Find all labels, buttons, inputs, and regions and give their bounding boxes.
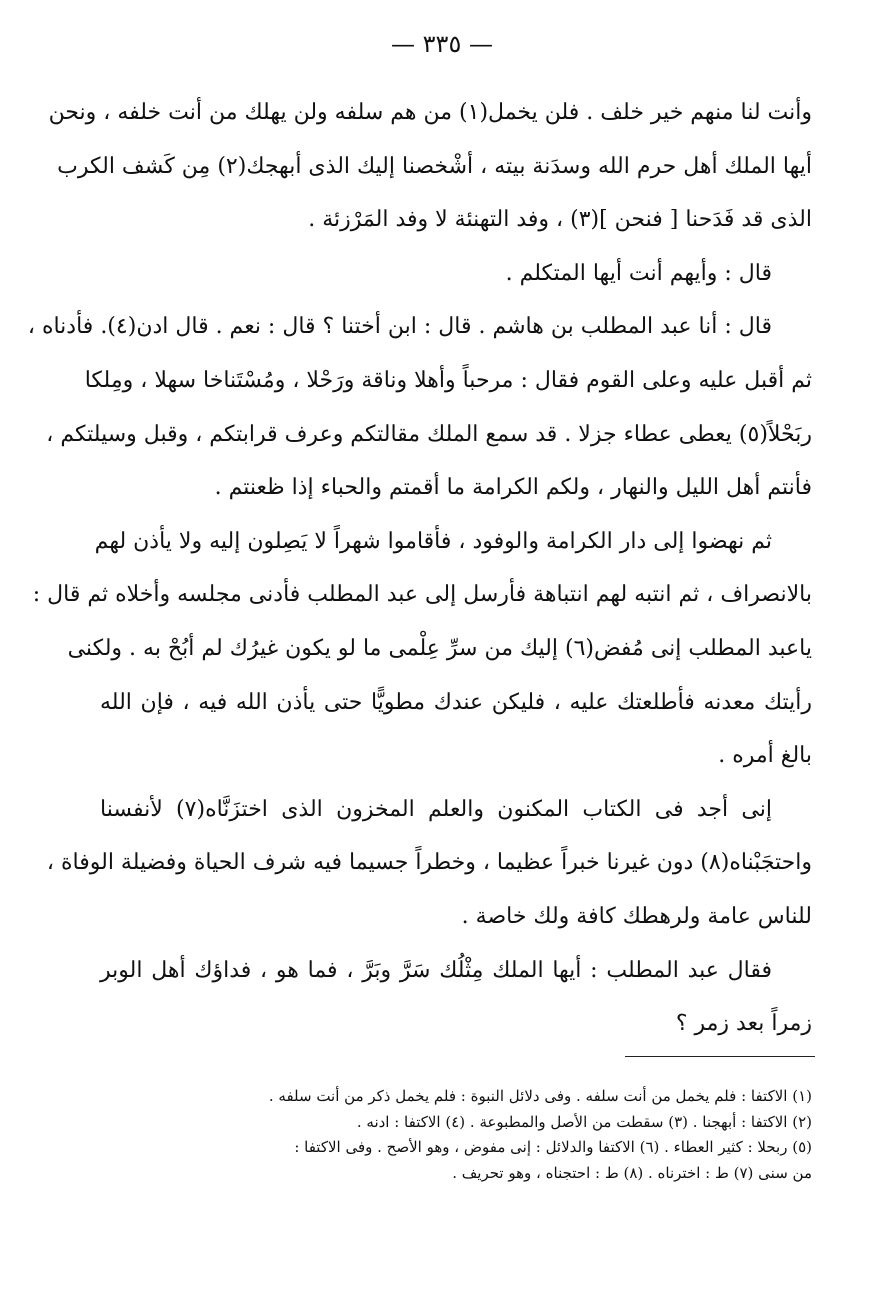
text-line: قال : وأيهم أنت أيها المتكلم . (505, 260, 772, 286)
text-line: إنى أجد فى الكتاب المكنون والعلم المخزون الذى اختزَنَّاه(٧) لأنفسنا (100, 796, 773, 822)
text-line: ربَحْلاً(٥) يعطى عطاء جزلا . قد سمع الملك مقالتكم وعرف قرابتكم ، وقبل وسيلتكم ، (46, 421, 812, 447)
footnote-line: (٢) الاكتفا : أبهجنا . (٣) سقطت من الأصل والمطبوعة . (٤) الاكتفا : ادنه . (356, 1112, 812, 1131)
page-number: — ٣٣٥ — (391, 30, 493, 58)
footnotes (70, 1084, 812, 1186)
text-line: قال : أنا عبد المطلب بن هاشم . قال : ابن أختنا ؟ قال : نعم . قال ادن(٤). فأدناه ، (27, 314, 772, 340)
footnote-line: (١) الاكتفا : فلم يخمل من أنت سلفه . وفى دلائل النبوة : فلم يخمل ذكر من أنت سلفه . (268, 1087, 812, 1105)
text-line: ثم نهضوا إلى دار الكرامة والوفود ، فأقاموا شهراً لا يَصِلون إليه ولا يأذن لهم (94, 528, 772, 554)
text-line: بالغ أمره . (718, 743, 812, 769)
text-line: الذى قد فَدَحنا [ فنحن ](٣) ، وفد التهنئة لا وفد المَرْزئة . (308, 207, 812, 233)
footnote-line: (٥) ربحلا : كثير العطاء . (٦) الاكتفا والدلائل : إنى مفوض ، وهو الأصح . وفى الاكتفا : (294, 1138, 812, 1156)
text-line: للناس عامة ولرهطك كافة ولك خاصة . (461, 903, 812, 929)
text-line: ثم أقبل عليه وعلى القوم فقال : مرحباً وأهلا وناقة ورَحْلا ، ومُسْتَناخا سهلا ، ومِلكا (84, 367, 812, 393)
text-line: رأيتك معدنه فأطلعتك عليه ، فليكن عندك مطويًّا حتى يأذن الله فيه ، فإن الله (100, 689, 812, 715)
text-line: ياعبد المطلب إنى مُفض(٦) إليك من سرِّ عِلْمى ما لو يكون غيرُك لم أبُحْ به . ولكنى (67, 635, 812, 661)
text-line: بالانصراف ، ثم انتبه لهم انتباهة فأرسل إلى عبد المطلب فأدنى مجلسه وأخلاه ثم قال : (32, 582, 812, 608)
text-line: وأنت لنا منهم خير خلف . فلن يخمل(١) من هم سلفه ولن يهلك من أنت خلفه ، ونحن (48, 100, 812, 125)
text-line: واحتجَبْناه(٨) دون غيرنا خبراً عظيما ، وخطراً جسيما فيه شرف الحياة وفضيلة الوفاة ، (46, 850, 812, 876)
text-line: فقال عبد المطلب : أيها الملك مِثْلُك سَرَّ وبَرَّ ، فما هو ، فداؤك أهل الوبر (100, 957, 772, 983)
footnote-separator (625, 1056, 815, 1057)
text-line: أيها الملك أهل حرم الله وسدَنة بيته ، أشْخصنا إليك الذى أبهجك(٢) مِن كَشف الكرب (57, 153, 812, 179)
text-line: فأنتم أهل الليل والنهار ، ولكم الكرامة ما أقمتم والحباء إذا ظعنتم . (214, 475, 812, 501)
footnote-line: من سنى (٧) ط : اخترناه . (٨) ط : احتجناه ، وهو تحريف . (452, 1163, 812, 1182)
text-line: زمراً بعد زمر ؟ (675, 1011, 812, 1037)
body-text (27, 86, 812, 1051)
